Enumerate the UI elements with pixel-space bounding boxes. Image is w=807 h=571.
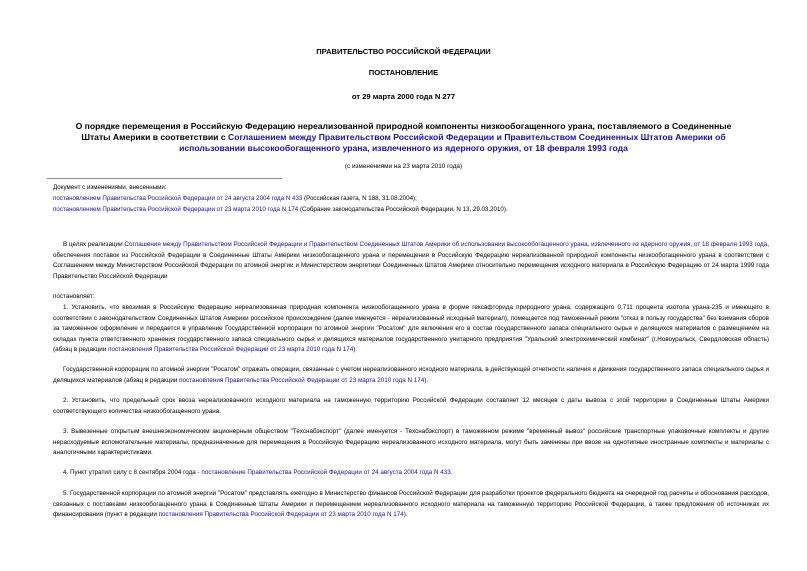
paragraph-2-text: 2. Установить, что предельный срок ввоза нереализованного исходного материала на таможенную территорию Российской Федерации составляет 12 месяцев с даты вывоза с этой территории в Соединенные Штаты Америки соответствующего количества низкообогащенного урана.: [53, 397, 769, 415]
history-intro: Документ с изменениями, внесенными:: [53, 184, 167, 191]
preamble: [53, 240, 769, 282]
history-source: (Российская газета, N 188, 31.08.2004);: [302, 195, 417, 202]
amendment-history: [53, 182, 763, 215]
title-agreement-link[interactable]: Соглашением между Правительством Российской Федерации и Правительством Соединенных Штатов Америки об использовании высокообогащенного урана, извлеченного из ядерного оружия, от 18 февраля 1993 года: [179, 132, 726, 153]
history-source: (Собрание законодательства Российской Федерации, N 13, 29.03.2010).: [298, 206, 508, 213]
paragraph-1-link[interactable]: постановления Правительства Российской Федерации от 23 марта 2010 года N 174: [108, 346, 354, 353]
paragraph-5-link[interactable]: постановления Правительства Российской Федерации от 23 марта 2010 года N 174: [158, 511, 404, 518]
preamble-agreement-link[interactable]: Соглашения между Правительством Российской Федерации и Правительством Соединенных Штатов Америки об использовании высокообогащенного урана, извлеченного из ядерного оружия, от 18 февраля 1993 года: [124, 241, 768, 248]
document-title: [60, 121, 747, 154]
paragraph-5: [53, 489, 769, 521]
preamble-text: В целях реализации: [63, 241, 125, 248]
preamble-text-rest: , обеспечения поставок из Российской Федерации в Соединенные Штаты Америки низкообогащенного урана и перемещения в Российскую Федерацию нереализованной природной компоненты низкообогащенного урана в соответствии с Соглашением между Министерством Российской Федерации по атомной энергии и Министерством энергетики Соединенных Штатов Америки относительно перемещения исходного материала в Российскую Федерацию от 24 марта 1999 года Правительство Российской Федерации: [53, 241, 769, 280]
history-divider: [47, 178, 282, 179]
history-item: [53, 204, 763, 215]
paragraph-1-text: 1. Установить, что ввозимая в Российскую Федерацию нереализованная природная компонента низкообогащенного урана в форме гексафторида природного урана, содержащего 0,711 процента изотопа урана-235 и имеющего в соответствии с законодательством Соединенных Штатов Америки российское происхождение (далее именуется - нереализованный исходный материал), помещается под таможенный режим "отказ в пользу государства" без взимания сборов за таможенное оформление и передается в управление Государственной корпорации по атомной энергии "Росатом" для включения его в состав государственного запаса специального сырья и делящихся материалов с размещением на складах пункта ответственного хранения государственного запаса специального сырья и делящихся материалов государственного унитарного предприятия "Уральский электрохимический комбинат" (г.Новоуральск, Свердловская область) (абзац в редакции: [53, 304, 769, 353]
history-link-2004[interactable]: постановлением Правительства Российской Федерации от 24 августа 2004 года N 433: [53, 195, 303, 202]
document-date-number: от 29 марта 2000 года N 277: [351, 92, 456, 101]
paragraph-4-end: .: [450, 469, 453, 476]
paragraph-1b: [53, 365, 769, 386]
paragraph-4: [53, 468, 769, 479]
paragraph-1b-link[interactable]: постановления Правительства Российской Федерации от 23 марта 2010 года N 174: [179, 376, 425, 384]
paragraph-3: [53, 427, 769, 459]
paragraph-1b-end: ).: [424, 376, 429, 384]
paragraph-4-text: 4. Пункт утратил силу с 8 сентября 2004 года -: [63, 469, 202, 476]
paragraph-4-link[interactable]: постановление Правительства Российской Федерации от 24 августа 2004 года N 433: [201, 469, 451, 476]
government-name: ПРАВИТЕЛЬСТВО РОССИЙСКОЙ ФЕДЕРАЦИИ: [316, 47, 491, 56]
document-type: ПОСТАНОВЛЕНИЕ: [368, 68, 439, 77]
paragraph-2: [53, 396, 769, 417]
history-link-2010[interactable]: постановлением Правительства Российской Федерации от 23 марта 2010 года N 174: [53, 206, 299, 213]
paragraph-1-end: ).: [353, 346, 358, 353]
history-item: [53, 193, 763, 204]
decree-word: постановляет:: [53, 293, 95, 300]
amendment-note: (с изменениями на 23 марта 2010 года): [344, 163, 463, 170]
paragraph-1b-text: Государственной корпорации по атомной энергии "Росатом" отражать операции, связанные с учетом нереализованного исходного материала, в действующей отчетности наличия и движения государственного запаса специального сырья и делящихся материалов (абзац в редакции: [53, 366, 769, 384]
paragraph-5-end: ).: [403, 511, 408, 518]
paragraph-3-text: 3. Вывезенные открытым внешнеэкономическим акционерным обществом "Техснабэкспорт" (далее именуется - Техснабэкспорт) в таможенном режиме "временный вывоз" российские транспортные упаковочные комплекты и другие нерасходуемые вспомогательные материалы, предназначенные для перемещения в Российскую Федерацию нереализованного исходного материала, могут быть заменены при ввозе на однотипные иностранные комплекты и материалы с аналогичными характеристиками.: [53, 428, 769, 456]
paragraph-1: [53, 303, 769, 356]
paragraph-5-text: 5. Государственной корпорации по атомной энергии "Росатом" представлять ежегодно в Министерство финансов Российской Федерации для разработки проектов федерального бюджета на очередной год расчеты и обоснования расходов, связанных с поставками низкообогащенного урана в Соединенные Штаты Америки и перемещением нереализованного исходного материала на таможенную территорию Российской Федерации, а также предложения об источниках их финансирования (пункт в редакции: [53, 490, 769, 518]
title-text: О порядке перемещения в Российскую Федерацию нереализованной природной компоненты низкообогащенного урана, поставляемого в Соединенные Штаты Америки в соответствии с: [75, 121, 732, 142]
